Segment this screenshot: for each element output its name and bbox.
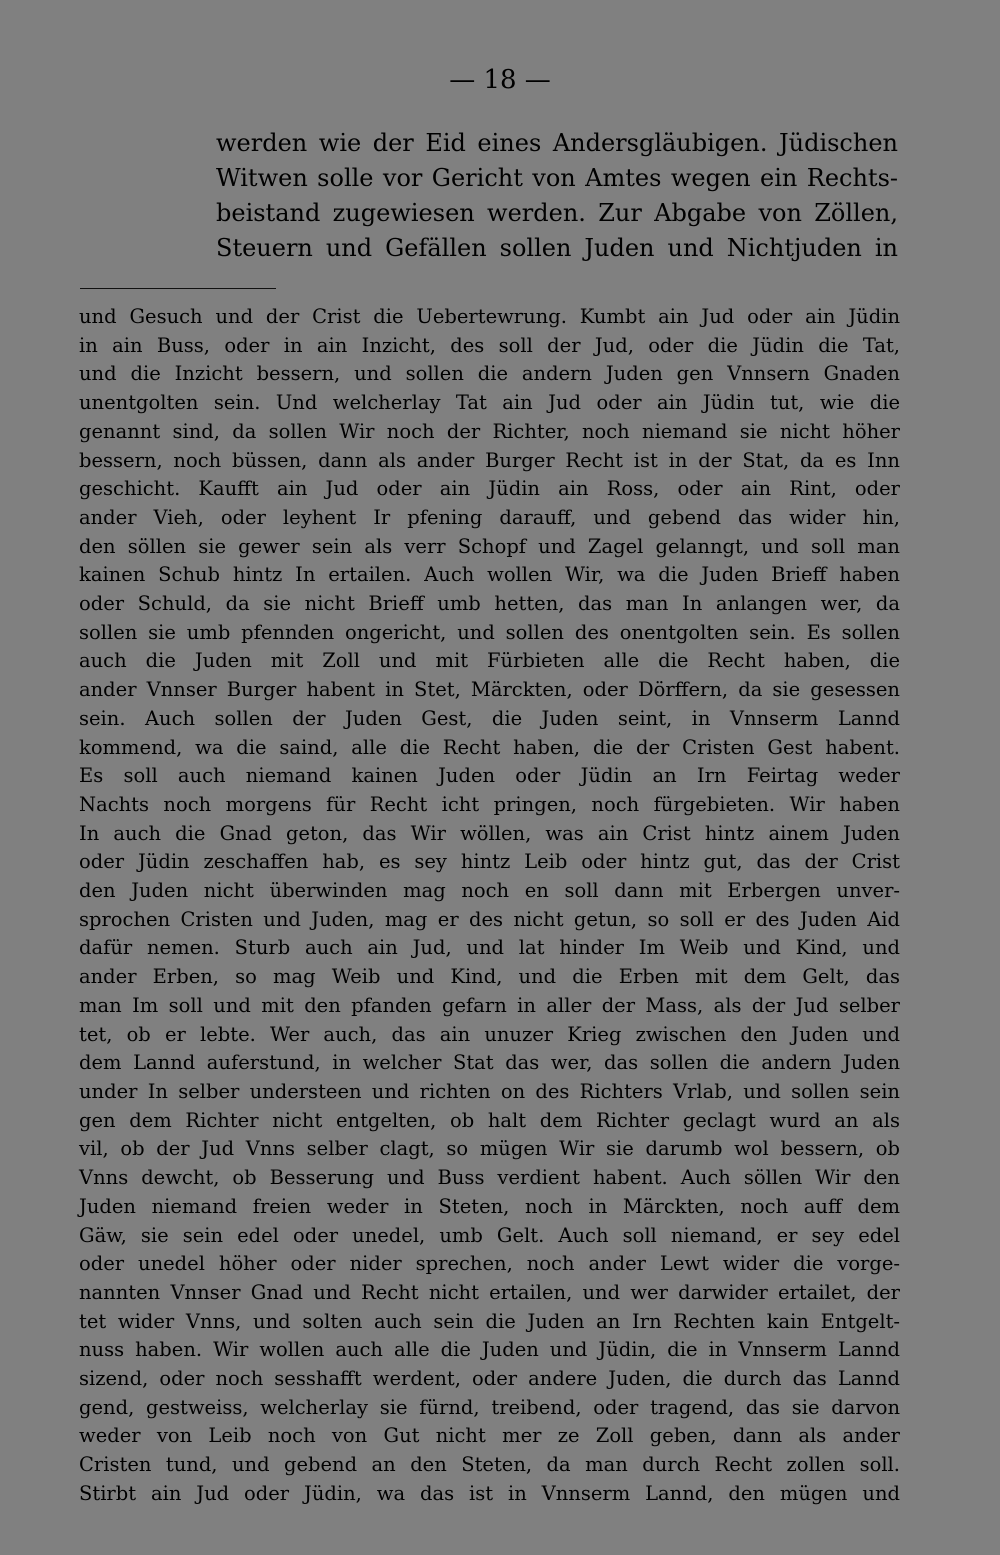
footnote-line: gend, gestweiss, welcherlay sie fürnd, treibend, oder tragend, das sie darvon [79,1395,900,1419]
page-number: — 18 — [449,65,551,95]
footnote-line: nannten Vnnser Gnad und Recht nicht ertailen, und wer darwider ertailet, der [79,1280,900,1304]
footnote-line: genannt sind, da sollen Wir noch der Richter, noch niemand sie nicht höher [79,419,900,443]
footnote-line: und die Inzicht bessern, und sollen die andern Juden gen Vnnsern Gnaden [79,362,900,386]
footnote-line: geschicht. Kaufft ain Jud oder ain Jüdin ain Ross, oder ain Rint, oder [79,477,900,501]
footnote-line: dem Lannd auferstund, in welcher Stat das wer, das sollen die andern Juden [79,1051,900,1075]
footnote-line: sprochen Cristen und Juden, mag er des nicht getun, so soll er des Juden Aid [79,907,900,931]
footnote-line: Nachts noch morgens für Recht icht pringen, noch fürgebieten. Wir haben [79,792,900,816]
footnote-line: kommend, wa die saind, alle die Recht haben, die der Cristen Gest habent. [79,735,900,759]
main-text-line: werden wie der Eid eines Andersgläubigen. Jüdischen [216,129,898,157]
footnote-line: sein. Auch sollen der Juden Gest, die Juden seint, in Vnnserm Lannd [79,706,900,730]
footnote-line: In auch die Gnad geton, das Wir wöllen, was ain Crist hintz ainem Juden [79,821,900,845]
footnote-line: bessern, noch büssen, dann als ander Burger Recht ist in der Stat, da es Inn [79,448,900,472]
footnote-line: Juden niemand freien weder in Steten, noch in Märckten, noch auff dem [79,1194,900,1218]
footnote-line: tet, ob er lebte. Wer auch, das ain unuzer Krieg zwischen den Juden und [79,1022,900,1046]
footnote-line: den Juden nicht überwinden mag noch en soll dann mit Erbergen unver- [79,879,900,903]
footnote-line: in ain Buss, oder in ain Inzicht, des soll der Jud, oder die Jüdin die Tat, [79,333,900,357]
footnote-line: unentgolten sein. Und welcherlay Tat ain Jud oder ain Jüdin tut, wie die [79,391,900,415]
main-text-line: beistand zugewiesen werden. Zur Abgabe von Zöllen, [216,199,898,227]
footnote-line: sizend, oder noch sesshafft werdent, oder andere Juden, die durch das Lannd [79,1367,900,1391]
footnote-line: oder Schuld, da sie nicht Brieff umb hetten, das man In anlangen wer, da [79,592,900,616]
footnote-line: under In selber understeen und richten on des Richters Vrlab, und sollen sein [79,1079,900,1103]
footnote-line: kainen Schub hintz In ertailen. Auch wollen Wir, wa die Juden Brieff haben [79,563,900,587]
main-text-line: Witwen solle vor Gericht von Amtes wegen ein Rechts- [216,164,898,192]
main-text-line: Steuern und Gefällen sollen Juden und Nichtjuden in [216,234,898,262]
main-text-block [216,126,898,266]
footnote-line: oder Jüdin zeschaffen hab, es sey hintz Leib oder hintz gut, das der Crist [79,850,900,874]
footnote-line: weder von Leib noch von Gut nicht mer ze Zoll geben, dann als ander [79,1424,900,1448]
footnote-line: den söllen sie gewer sein als verr Schopf und Zagel gelanngt, und soll man [79,534,900,558]
footnote-line: Es soll auch niemand kainen Juden oder Jüdin an Irn Feirtag weder [79,764,900,788]
footnote-line: ander Vieh, oder leyhent Ir pfening darauff, und gebend das wider hin, [79,505,900,529]
footnote-line: vil, ob der Jud Vnns selber clagt, so mügen Wir sie darumb wol bessern, ob [79,1137,900,1161]
footnote-line: sollen sie umb pfennden ongericht, und sollen des onentgolten sein. Es sollen [79,620,900,644]
footnote-divider [80,288,276,289]
footnote-text-block [79,303,900,1509]
footnote-line: dafür nemen. Sturb auch ain Jud, und lat hinder Im Weib und Kind, und [79,936,900,960]
footnote-line: Cristen tund, und gebend an den Steten, da man durch Recht zollen soll. [79,1453,900,1477]
footnote-line: man Im soll und mit den pfanden gefarn in aller der Mass, als der Jud selber [79,993,900,1017]
footnote-line: ander Erben, so mag Weib und Kind, und die Erben mit dem Gelt, das [79,965,900,989]
footnote-line: Gäw, sie sein edel oder unedel, umb Gelt. Auch soll niemand, er sey edel [79,1223,900,1247]
footnote-line: gen dem Richter nicht entgelten, ob halt dem Richter geclagt wurd an als [79,1108,900,1132]
footnote-line: nuss haben. Wir wollen auch alle die Juden und Jüdin, die in Vnnserm Lannd [79,1338,900,1362]
footnote-line: oder unedel höher oder nider sprechen, noch ander Lewt wider die vorge- [79,1252,900,1276]
footnote-line: ander Vnnser Burger habent in Stet, Märckten, oder Dörffern, da sie gesessen [79,678,900,702]
footnote-line: tet wider Vnns, und solten auch sein die Juden an Irn Rechten kain Entgelt- [79,1309,900,1333]
footnote-line: auch die Juden mit Zoll und mit Fürbieten alle die Recht haben, die [79,649,900,673]
footnote-line: Vnns dewcht, ob Besserung und Buss verdient habent. Auch söllen Wir den [79,1166,900,1190]
footnote-line: und Gesuch und der Crist die Uebertewrung. Kumbt ain Jud oder ain Jüdin [79,305,900,328]
footnote-line: Stirbt ain Jud oder Jüdin, wa das ist in Vnnserm Lannd, den mügen und [79,1481,900,1505]
